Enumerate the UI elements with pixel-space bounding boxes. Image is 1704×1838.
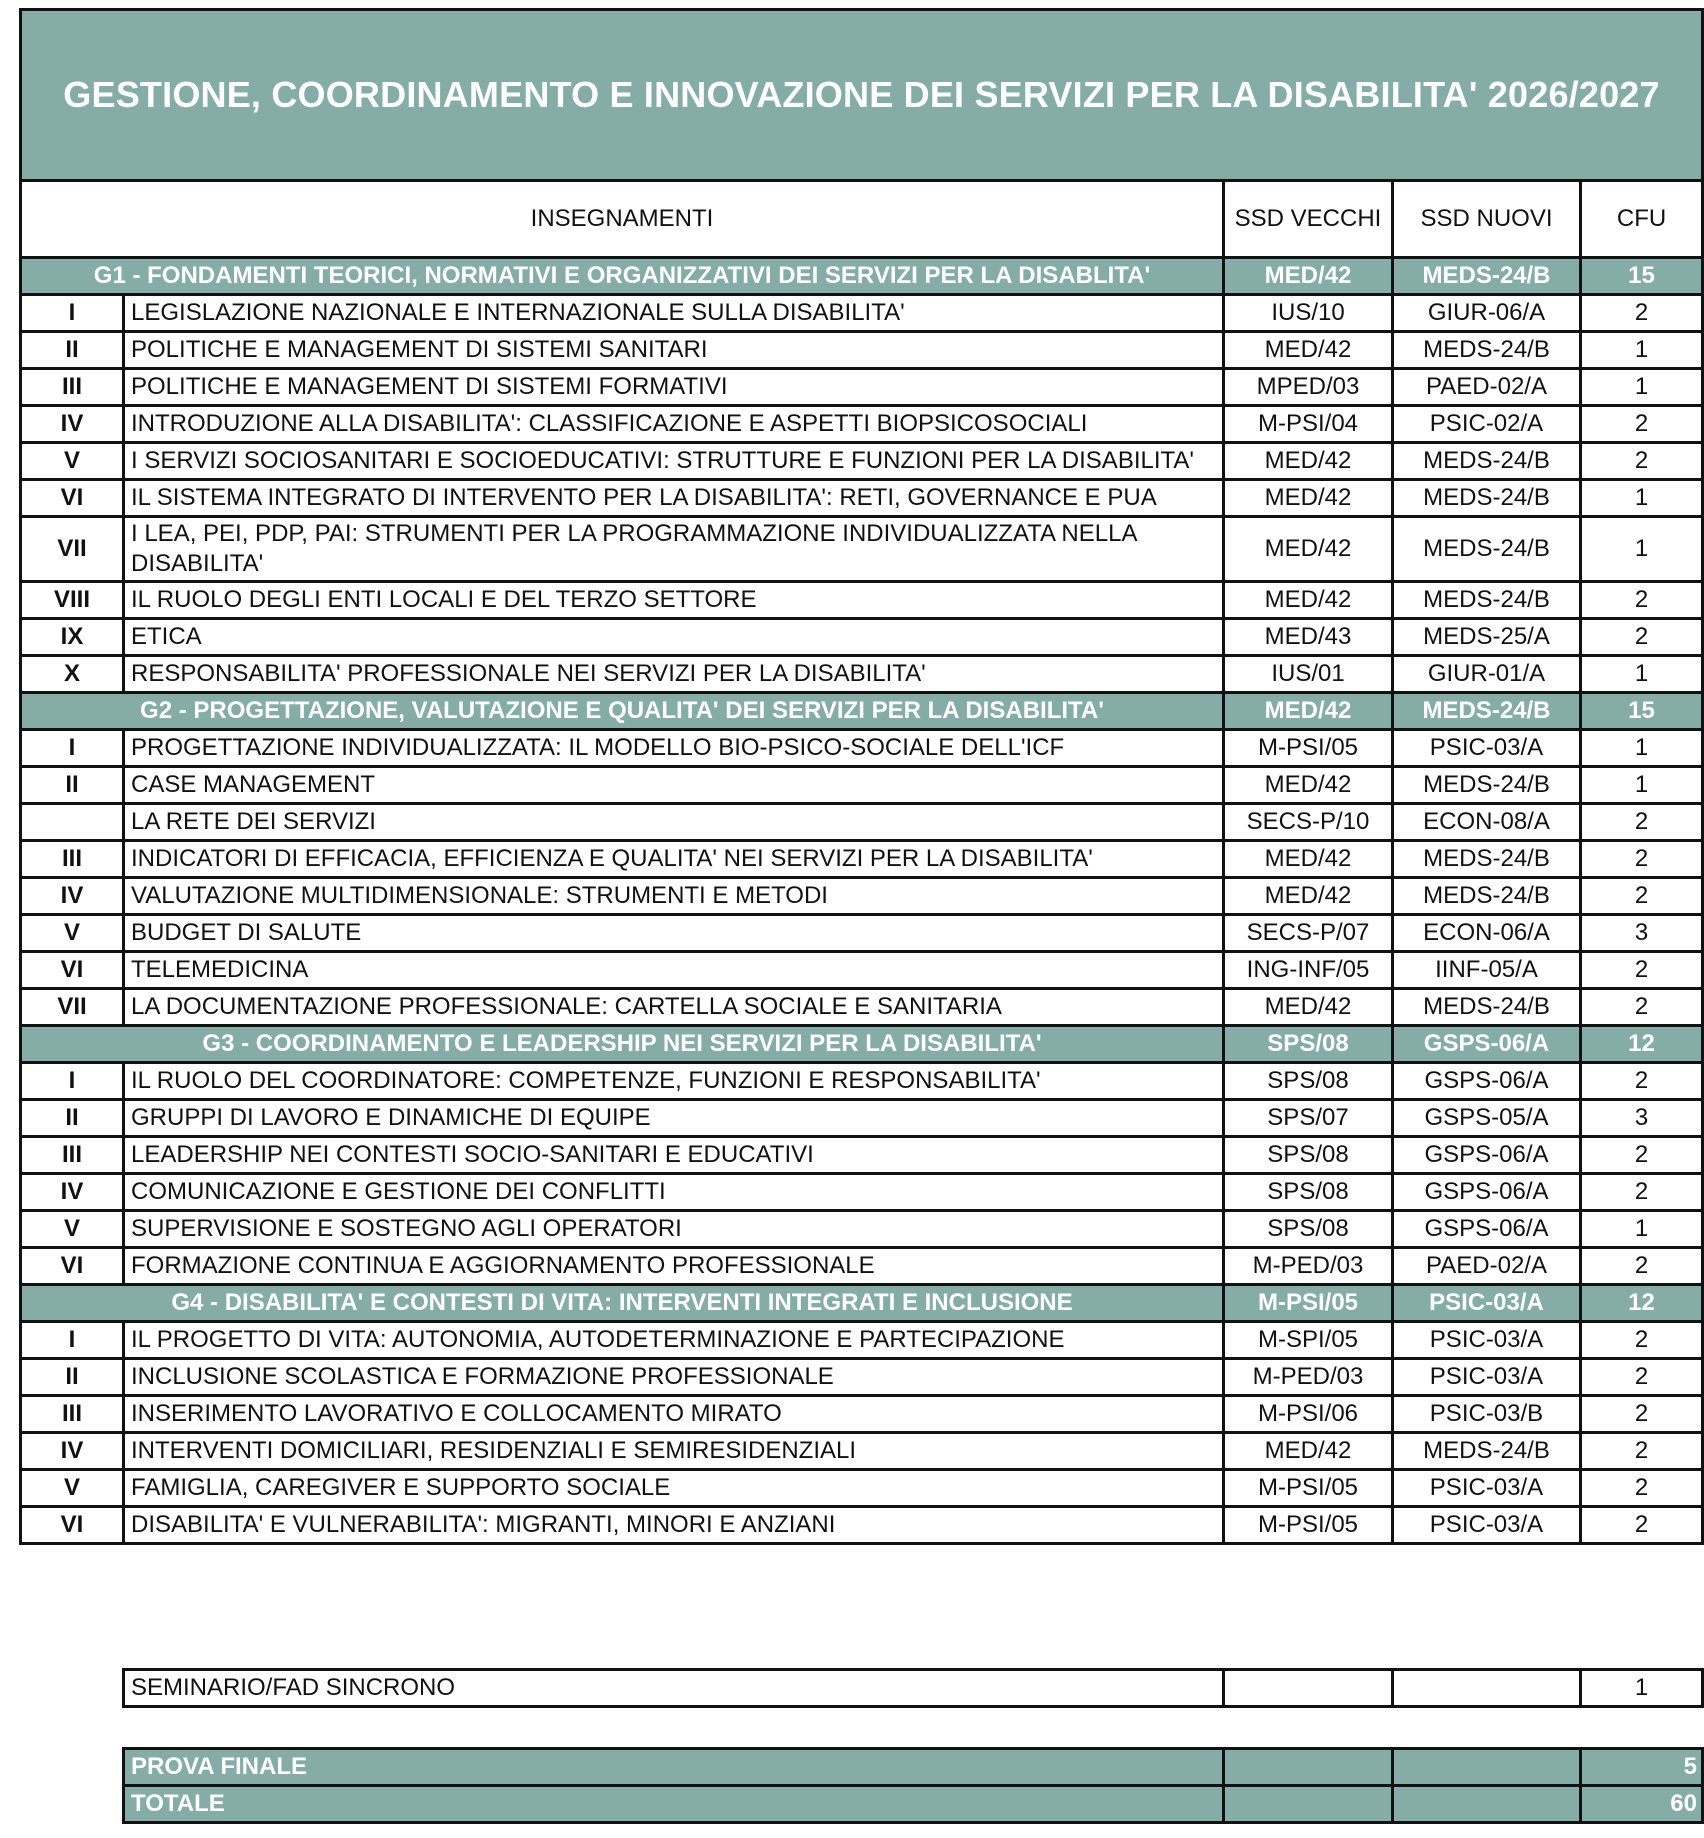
- course-ssd-new: MEDS-24/B: [1393, 517, 1581, 582]
- table-row: [21, 952, 1703, 989]
- course-name: FAMIGLIA, CAREGIVER E SUPPORTO SOCIALE: [124, 1470, 1224, 1507]
- table-row: [21, 1211, 1703, 1248]
- course-cfu: 3: [1581, 1100, 1703, 1137]
- course-name: TELEMEDICINA: [124, 952, 1224, 989]
- group-ssd-new: PSIC-03/A: [1393, 1285, 1581, 1322]
- course-cfu: 2: [1581, 1322, 1703, 1359]
- course-number: I: [21, 1322, 124, 1359]
- course-name: I SERVIZI SOCIOSANITARI E SOCIOEDUCATIVI: STRUTTURE E FUNZIONI PER LA DISABILITA': [124, 443, 1224, 480]
- course-cfu: 1: [1581, 730, 1703, 767]
- course-name: ETICA: [124, 619, 1224, 656]
- course-cfu: 1: [1581, 480, 1703, 517]
- course-ssd-old: SPS/08: [1224, 1211, 1393, 1248]
- prova-finale-cfu: 5: [1581, 1749, 1703, 1786]
- seminar-table: [122, 1668, 1704, 1708]
- page-title: GESTIONE, COORDINAMENTO E INNOVAZIONE DEI SERVIZI PER LA DISABILITA' 2026/2027: [21, 10, 1703, 181]
- group-header-row: [21, 1285, 1703, 1322]
- course-ssd-new: ECON-08/A: [1393, 804, 1581, 841]
- course-name: INSERIMENTO LAVORATIVO E COLLOCAMENTO MIRATO: [124, 1396, 1224, 1433]
- table-row: [21, 332, 1703, 369]
- table-row: [21, 730, 1703, 767]
- course-cfu: 2: [1581, 1063, 1703, 1100]
- course-number: II: [21, 1359, 124, 1396]
- course-ssd-new: PSIC-02/A: [1393, 406, 1581, 443]
- title-row: [21, 10, 1703, 181]
- course-name: INTRODUZIONE ALLA DISABILITA': CLASSIFICAZIONE E ASPETTI BIOPSICOSOCIALI: [124, 406, 1224, 443]
- course-ssd-old: MED/42: [1224, 989, 1393, 1026]
- column-header-row: [21, 181, 1703, 258]
- table-row: [21, 1322, 1703, 1359]
- header-insegnamenti: INSEGNAMENTI: [21, 181, 1224, 258]
- totale-cfu: 60: [1581, 1786, 1703, 1823]
- course-cfu: 2: [1581, 804, 1703, 841]
- course-cfu: 2: [1581, 1248, 1703, 1285]
- course-cfu: 1: [1581, 517, 1703, 582]
- course-name: SUPERVISIONE E SOSTEGNO AGLI OPERATORI: [124, 1211, 1224, 1248]
- course-ssd-new: PSIC-03/A: [1393, 1507, 1581, 1544]
- course-name: INDICATORI DI EFFICACIA, EFFICIENZA E QUALITA' NEI SERVIZI PER LA DISABILITA': [124, 841, 1224, 878]
- table-row: [21, 1433, 1703, 1470]
- course-ssd-old: IUS/01: [1224, 656, 1393, 693]
- course-number: II: [21, 1100, 124, 1137]
- totale-row: [124, 1786, 1703, 1823]
- course-number: VI: [21, 1507, 124, 1544]
- course-ssd-old: M-PED/03: [1224, 1248, 1393, 1285]
- table-row: [21, 1137, 1703, 1174]
- table-row: [21, 878, 1703, 915]
- course-ssd-new: PSIC-03/B: [1393, 1396, 1581, 1433]
- seminar-row: [124, 1670, 1703, 1707]
- group-cfu: 15: [1581, 258, 1703, 295]
- course-ssd-old: SPS/08: [1224, 1137, 1393, 1174]
- course-ssd-old: MED/42: [1224, 878, 1393, 915]
- course-ssd-new: MEDS-24/B: [1393, 480, 1581, 517]
- group-title: G4 - DISABILITA' E CONTESTI DI VITA: INTERVENTI INTEGRATI E INCLUSIONE: [21, 1285, 1224, 1322]
- course-ssd-old: MED/42: [1224, 767, 1393, 804]
- prova-finale-ssd-new: [1393, 1749, 1581, 1786]
- course-ssd-new: MEDS-24/B: [1393, 582, 1581, 619]
- table-row: [21, 1063, 1703, 1100]
- table-body: [21, 258, 1703, 1544]
- course-number: IV: [21, 878, 124, 915]
- course-number: IV: [21, 1174, 124, 1211]
- table-row: [21, 517, 1703, 582]
- course-number: V: [21, 915, 124, 952]
- course-ssd-old: MED/43: [1224, 619, 1393, 656]
- course-ssd-new: PSIC-03/A: [1393, 730, 1581, 767]
- course-name: I LEA, PEI, PDP, PAI: STRUMENTI PER LA PROGRAMMAZIONE INDIVIDUALIZZATA NELLA DISABILITA': [124, 517, 1224, 582]
- course-number: VIII: [21, 582, 124, 619]
- seminar-cfu: 1: [1581, 1670, 1703, 1707]
- group-ssd-old: M-PSI/05: [1224, 1285, 1393, 1322]
- table-row: [21, 841, 1703, 878]
- course-ssd-new: GSPS-06/A: [1393, 1063, 1581, 1100]
- course-cfu: 2: [1581, 878, 1703, 915]
- course-ssd-new: MEDS-25/A: [1393, 619, 1581, 656]
- course-ssd-old: MED/42: [1224, 582, 1393, 619]
- seminar-ssd-new: [1393, 1670, 1581, 1707]
- course-name: INTERVENTI DOMICILIARI, RESIDENZIALI E SEMIRESIDENZIALI: [124, 1433, 1224, 1470]
- course-ssd-new: GSPS-06/A: [1393, 1137, 1581, 1174]
- course-cfu: 2: [1581, 1137, 1703, 1174]
- group-cfu: 12: [1581, 1026, 1703, 1063]
- table-row: [21, 989, 1703, 1026]
- course-name: IL PROGETTO DI VITA: AUTONOMIA, AUTODETERMINAZIONE E PARTECIPAZIONE: [124, 1322, 1224, 1359]
- table-row: [21, 656, 1703, 693]
- table-row: [21, 1359, 1703, 1396]
- group-ssd-old: MED/42: [1224, 258, 1393, 295]
- course-ssd-old: MPED/03: [1224, 369, 1393, 406]
- group-ssd-old: SPS/08: [1224, 1026, 1393, 1063]
- course-number: III: [21, 369, 124, 406]
- course-name: LA DOCUMENTAZIONE PROFESSIONALE: CARTELLA SOCIALE E SANITARIA: [124, 989, 1224, 1026]
- course-number: I: [21, 730, 124, 767]
- course-name: POLITICHE E MANAGEMENT DI SISTEMI SANITARI: [124, 332, 1224, 369]
- totale-ssd-old: [1224, 1786, 1393, 1823]
- table-row: [21, 915, 1703, 952]
- course-ssd-old: SPS/08: [1224, 1063, 1393, 1100]
- course-number: V: [21, 1470, 124, 1507]
- course-cfu: 2: [1581, 1470, 1703, 1507]
- course-ssd-old: M-SPI/05: [1224, 1322, 1393, 1359]
- course-ssd-old: IUS/10: [1224, 295, 1393, 332]
- course-ssd-new: IINF-05/A: [1393, 952, 1581, 989]
- course-name: CASE MANAGEMENT: [124, 767, 1224, 804]
- course-number: X: [21, 656, 124, 693]
- course-number: IV: [21, 1433, 124, 1470]
- table-row: [21, 1248, 1703, 1285]
- table-row: [21, 804, 1703, 841]
- course-name: LA RETE DEI SERVIZI: [124, 804, 1224, 841]
- table-row: [21, 295, 1703, 332]
- group-header-row: [21, 258, 1703, 295]
- course-name: DISABILITA' E VULNERABILITA': MIGRANTI, MINORI E ANZIANI: [124, 1507, 1224, 1544]
- table-row: [21, 1470, 1703, 1507]
- table-row: [21, 443, 1703, 480]
- course-name: IL SISTEMA INTEGRATO DI INTERVENTO PER LA DISABILITA': RETI, GOVERNANCE E PUA: [124, 480, 1224, 517]
- course-ssd-new: GIUR-06/A: [1393, 295, 1581, 332]
- final-table: [122, 1747, 1704, 1824]
- table-row: [21, 406, 1703, 443]
- course-number: II: [21, 767, 124, 804]
- group-ssd-new: MEDS-24/B: [1393, 258, 1581, 295]
- course-name: LEGISLAZIONE NAZIONALE E INTERNAZIONALE SULLA DISABILITA': [124, 295, 1224, 332]
- group-title: G2 - PROGETTAZIONE, VALUTAZIONE E QUALITA' DEI SERVIZI PER LA DISABILITA': [21, 693, 1224, 730]
- prova-finale-ssd-old: [1224, 1749, 1393, 1786]
- course-cfu: 1: [1581, 332, 1703, 369]
- course-ssd-new: PAED-02/A: [1393, 369, 1581, 406]
- course-name: LEADERSHIP NEI CONTESTI SOCIO-SANITARI E EDUCATIVI: [124, 1137, 1224, 1174]
- group-ssd-new: GSPS-06/A: [1393, 1026, 1581, 1063]
- course-ssd-old: M-PSI/05: [1224, 730, 1393, 767]
- course-name: IL RUOLO DEL COORDINATORE: COMPETENZE, FUNZIONI E RESPONSABILITA': [124, 1063, 1224, 1100]
- course-number: [21, 804, 124, 841]
- course-ssd-old: SECS-P/07: [1224, 915, 1393, 952]
- group-title: G1 - FONDAMENTI TEORICI, NORMATIVI E ORGANIZZATIVI DEI SERVIZI PER LA DISABLITA': [21, 258, 1224, 295]
- course-number: II: [21, 332, 124, 369]
- group-cfu: 15: [1581, 693, 1703, 730]
- course-number: VI: [21, 1248, 124, 1285]
- group-ssd-new: MEDS-24/B: [1393, 693, 1581, 730]
- course-ssd-old: M-PSI/04: [1224, 406, 1393, 443]
- course-cfu: 2: [1581, 952, 1703, 989]
- course-ssd-old: M-PED/03: [1224, 1359, 1393, 1396]
- course-cfu: 2: [1581, 582, 1703, 619]
- course-ssd-old: MED/42: [1224, 841, 1393, 878]
- course-name: FORMAZIONE CONTINUA E AGGIORNAMENTO PROFESSIONALE: [124, 1248, 1224, 1285]
- course-name: COMUNICAZIONE E GESTIONE DEI CONFLITTI: [124, 1174, 1224, 1211]
- course-cfu: 1: [1581, 369, 1703, 406]
- table-row: [21, 480, 1703, 517]
- course-name: POLITICHE E MANAGEMENT DI SISTEMI FORMATIVI: [124, 369, 1224, 406]
- course-ssd-old: MED/42: [1224, 332, 1393, 369]
- course-name: BUDGET DI SALUTE: [124, 915, 1224, 952]
- course-cfu: 2: [1581, 406, 1703, 443]
- table-row: [21, 1100, 1703, 1137]
- course-number: VI: [21, 480, 124, 517]
- course-number: IV: [21, 406, 124, 443]
- course-ssd-new: MEDS-24/B: [1393, 841, 1581, 878]
- totale-label: TOTALE: [124, 1786, 1224, 1823]
- group-cfu: 12: [1581, 1285, 1703, 1322]
- course-ssd-new: PSIC-03/A: [1393, 1322, 1581, 1359]
- course-cfu: 2: [1581, 989, 1703, 1026]
- course-number: III: [21, 841, 124, 878]
- seminar-ssd-old: [1224, 1670, 1393, 1707]
- group-ssd-old: MED/42: [1224, 693, 1393, 730]
- table-row: [21, 369, 1703, 406]
- course-ssd-old: ING-INF/05: [1224, 952, 1393, 989]
- course-number: IX: [21, 619, 124, 656]
- course-number: III: [21, 1396, 124, 1433]
- course-ssd-old: MED/42: [1224, 517, 1393, 582]
- table-row: [21, 619, 1703, 656]
- course-cfu: 1: [1581, 767, 1703, 804]
- header-cfu: CFU: [1581, 181, 1703, 258]
- course-ssd-new: MEDS-24/B: [1393, 1433, 1581, 1470]
- curriculum-table: [19, 8, 1704, 1545]
- course-ssd-old: MED/42: [1224, 443, 1393, 480]
- course-ssd-new: MEDS-24/B: [1393, 989, 1581, 1026]
- course-ssd-old: SPS/08: [1224, 1174, 1393, 1211]
- course-cfu: 3: [1581, 915, 1703, 952]
- course-ssd-new: PSIC-03/A: [1393, 1470, 1581, 1507]
- table-row: [21, 767, 1703, 804]
- course-name: VALUTAZIONE MULTIDIMENSIONALE: STRUMENTI E METODI: [124, 878, 1224, 915]
- course-cfu: 2: [1581, 1433, 1703, 1470]
- course-name: PROGETTAZIONE INDIVIDUALIZZATA: IL MODELLO BIO-PSICO-SOCIALE DELL'ICF: [124, 730, 1224, 767]
- course-ssd-new: GIUR-01/A: [1393, 656, 1581, 693]
- prova-finale-label: PROVA FINALE: [124, 1749, 1224, 1786]
- course-ssd-new: PSIC-03/A: [1393, 1359, 1581, 1396]
- course-ssd-new: ECON-06/A: [1393, 915, 1581, 952]
- course-ssd-old: MED/42: [1224, 480, 1393, 517]
- course-name: RESPONSABILITA' PROFESSIONALE NEI SERVIZI PER LA DISABILITA': [124, 656, 1224, 693]
- group-header-row: [21, 693, 1703, 730]
- header-ssd-vecchi: SSD VECCHI: [1224, 181, 1393, 258]
- course-number: VI: [21, 952, 124, 989]
- course-cfu: 2: [1581, 1359, 1703, 1396]
- course-cfu: 2: [1581, 1507, 1703, 1544]
- table-row: [21, 582, 1703, 619]
- course-ssd-old: SPS/07: [1224, 1100, 1393, 1137]
- table-row: [21, 1507, 1703, 1544]
- course-ssd-old: MED/42: [1224, 1433, 1393, 1470]
- curriculum-sheet: [19, 8, 1701, 1545]
- course-ssd-new: GSPS-06/A: [1393, 1211, 1581, 1248]
- course-cfu: 2: [1581, 1396, 1703, 1433]
- course-ssd-new: MEDS-24/B: [1393, 332, 1581, 369]
- course-ssd-old: M-PSI/05: [1224, 1470, 1393, 1507]
- course-ssd-new: GSPS-06/A: [1393, 1174, 1581, 1211]
- course-cfu: 1: [1581, 1211, 1703, 1248]
- header-ssd-nuovi: SSD NUOVI: [1393, 181, 1581, 258]
- course-cfu: 1: [1581, 656, 1703, 693]
- course-number: V: [21, 1211, 124, 1248]
- course-ssd-new: MEDS-24/B: [1393, 878, 1581, 915]
- course-ssd-new: MEDS-24/B: [1393, 767, 1581, 804]
- table-row: [21, 1174, 1703, 1211]
- group-title: G3 - COORDINAMENTO E LEADERSHIP NEI SERVIZI PER LA DISABILITA': [21, 1026, 1224, 1063]
- seminar-label: SEMINARIO/FAD SINCRONO: [124, 1670, 1224, 1707]
- course-ssd-old: M-PSI/05: [1224, 1507, 1393, 1544]
- course-ssd-old: M-PSI/06: [1224, 1396, 1393, 1433]
- course-cfu: 2: [1581, 295, 1703, 332]
- course-number: V: [21, 443, 124, 480]
- course-number: III: [21, 1137, 124, 1174]
- course-number: VII: [21, 517, 124, 582]
- totale-ssd-new: [1393, 1786, 1581, 1823]
- prova-finale-row: [124, 1749, 1703, 1786]
- course-name: INCLUSIONE SCOLASTICA E FORMAZIONE PROFESSIONALE: [124, 1359, 1224, 1396]
- course-ssd-new: MEDS-24/B: [1393, 443, 1581, 480]
- course-name: IL RUOLO DEGLI ENTI LOCALI E DEL TERZO SETTORE: [124, 582, 1224, 619]
- course-number: VII: [21, 989, 124, 1026]
- course-number: I: [21, 295, 124, 332]
- table-row: [21, 1396, 1703, 1433]
- course-ssd-old: SECS-P/10: [1224, 804, 1393, 841]
- course-ssd-new: GSPS-05/A: [1393, 1100, 1581, 1137]
- course-number: I: [21, 1063, 124, 1100]
- group-header-row: [21, 1026, 1703, 1063]
- course-cfu: 2: [1581, 619, 1703, 656]
- course-cfu: 2: [1581, 1174, 1703, 1211]
- course-cfu: 2: [1581, 443, 1703, 480]
- course-cfu: 2: [1581, 841, 1703, 878]
- course-ssd-new: PAED-02/A: [1393, 1248, 1581, 1285]
- course-name: GRUPPI DI LAVORO E DINAMICHE DI EQUIPE: [124, 1100, 1224, 1137]
